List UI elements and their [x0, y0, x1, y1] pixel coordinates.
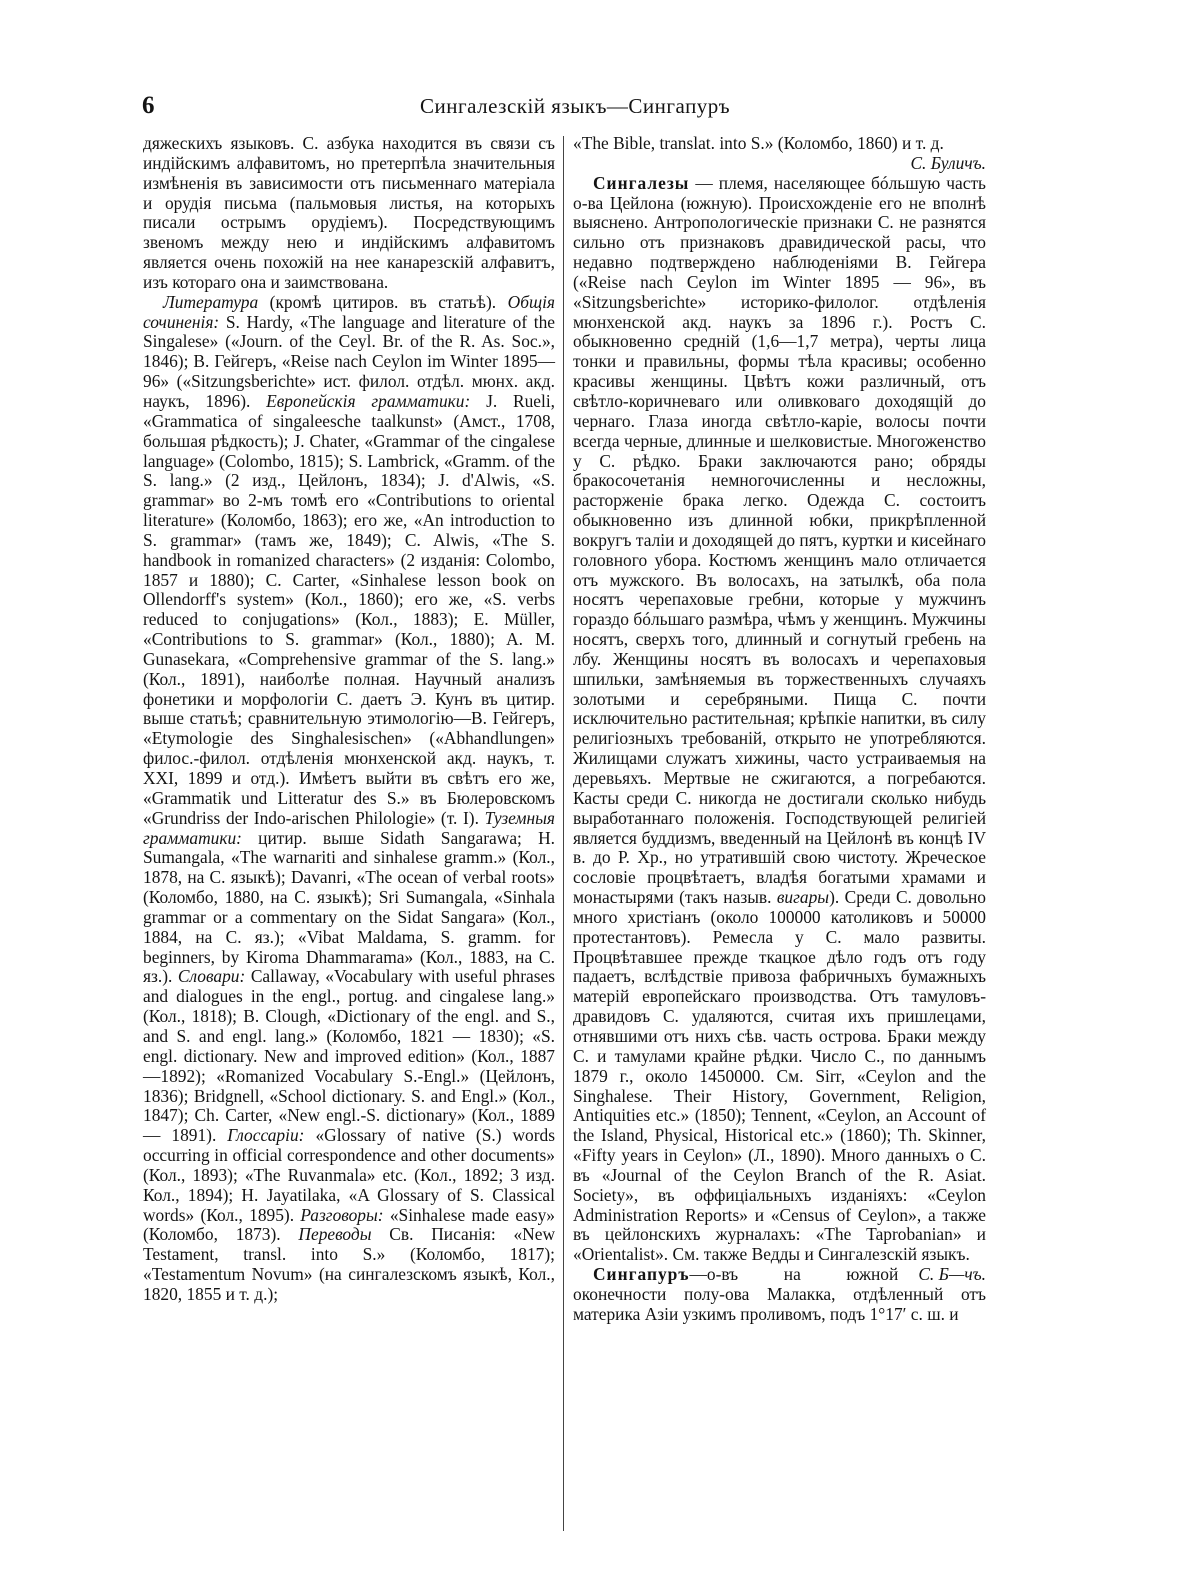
author-signature: С. Б—чъ.	[918, 1264, 986, 1285]
translations-label: Переводы	[298, 1224, 372, 1245]
running-head: Сингалезскій языкъ—Сингапуръ	[420, 94, 731, 118]
right-column	[573, 134, 986, 1325]
glossaries-label: Глоссаріи:	[227, 1125, 305, 1146]
dictionaries-label: Словари:	[177, 966, 246, 987]
literature-section	[143, 293, 555, 1305]
article-continuation	[573, 134, 986, 174]
general-works-label: Общія сочиненія:	[143, 291, 555, 332]
left-column	[143, 134, 555, 1305]
paragraph-text: дяжескихъ языковъ. С. азбука находится въ связи съ индійскимъ алфавитомъ, но претерпѣла значительныя измѣненія въ зависимости отъ письменнаго матеріала и орудія письма (пальмовыя листья, на которыхъ писали острымъ орудіемъ). Посредствующимъ звеномъ между нею и индійскимъ алфавитомъ является очень похожій на нее канарезскій алфавитъ, изъ котораго она и заимствована.	[143, 133, 555, 292]
literature-text: Св. Писанія: «New Testament, transl. into S.» (Коломбо, 1817); «Testamentum Novum» (на сингалезскомъ языкѣ, Кол., 1820, 1855 и т. д.);	[143, 1224, 556, 1304]
literature-text: «Sinhalese made easy» (Коломбо, 1873).	[143, 1204, 555, 1245]
author-signature: С. Буличъ.	[910, 152, 986, 173]
literature-label: Литература	[163, 291, 259, 312]
article-text: ). Среди С. довольно много христіанъ (около 100000 католиковъ и 50000 протестантовъ). Ремесла у С. мало развиты. Процвѣтавшее прежде ткацкое дѣло годъ отъ году падаетъ, вслѣдствіе привоза фабричныхъ бумажныхъ матерій европейскаго производства. Отъ тамуловъ-дравидовъ С. удаляются, считая ихъ пришлецами, отнявшими отъ нихъ сѣв. часть острова. Браки между С. и тамулами крайне рѣдки. Число С., по даннымъ 1879 г., около 1450000. См. Sirr, «Ceylon and the Singhalese. Their History, Government, Religion, Antiquities etc.» (1850); Tennent, «Ceylon, an Account of the Island, Physical, Historical etc.» (1860); Th. Skinner, «Fifty years in Ceylon» (Л., 1890). Много данныхъ о С. въ «Journal of the Ceylon Branch of the R. Asiat. Society», въ оффиціальныхъ изданіяхъ: «Ceylon Administration Reports» и «Census of Ceylon», а также въ цейлонскихъ журналахъ: «The Taprobanian» и «Orientalist». См. также Ведды и Сингалезскій языкъ.	[573, 887, 987, 1265]
european-grammars-label: Европейскія грамматики:	[266, 390, 471, 411]
article-text: — племя, населяющее бóльшую часть о-ва Цейлона (южную). Происхожденіе его не вполнѣ выяснено. Антропологическіе признаки С. не разнятся сильно отъ признаковъ дравидической расы, что недавно подтверждено наблюденіями В. Гейгера («Reise nach Ceylon im Winter 1895 — 96», въ «Sitzungsberichte» историко-филолог. отдѣленія мюнхенской акд. наукъ за 1896 г.). Ростъ С. обыкновенно средній (1,6—1,7 метра), черты лица тонки и правильны, формы тѣла красивы; особенно красивы женщины. Цвѣтъ кожи различный, отъ свѣтло-коричневаго или оливковаго доходящій до чернаго. Глаза иногда свѣтло-каріе, волосы почти всегда черные, длинные и шелковистые. Многоженство у С. рѣдко. Браки заключаются рано; обряды бракосочетанія немногочисленны и несложны, расторженіе брака легко. Одежда С. состоитъ обыкновенно изъ длинной юбки, прикрѣпленной вокругъ таліи и доходящей до пятъ, куртки и кисейнаго головного убора. Костюмъ женщинъ мало отличается отъ мужского. Въ волосахъ, на затылкѣ, оба пола носятъ черепаховые гребни, которые у мужчинъ гораздо бóльшаго размѣра, чѣмъ у женщинъ. Мужчины носятъ, сверхъ того, длинный и согнутый гребень на лбу. Женщины носятъ въ волосахъ и черепаховыя шпильки, замѣняемыя въ торжественныхъ случаяхъ золотыми и серебряными. Пища С. почти исключительно растительная; крѣпкіе напитки, въ силу религіозныхъ требованій, открыто не употребляются. Жилищами служатъ хижины, часто устраиваемыя на деревьяхъ. Мертвые не сжигаются, а погребаются. Касты среди С. никогда не достигали сколько нибудь выработаннаго положенія. Господствующей религіей является буддизмъ, введенный на Цейлонѣ въ концѣ IV в. до Р. Хр., но утратившій свою чистоту. Жреческое сословіе процвѣтаетъ, владѣя богатыми храмами и монастырями (такъ назыв.	[573, 172, 986, 908]
page-number: 6	[142, 92, 155, 119]
native-grammars-label: Туземныя грамматики:	[143, 807, 555, 848]
italic-term: вигары	[776, 887, 830, 908]
literature-text: цитир. выше Sidath Sangarawa; H. Sumangala, «The warnariti and sinhalese gramm.» (Кол., 1878, на С. языкѣ); Davanri, «The ocean of verbal roots» (Коломбо, 1880, на С. языкѣ); Sri Sumangala, «Sinhala grammar or a commentary on the Sidat Sangara» (Кол., 1884, на С. яз.); «Vibat Maldama, S. gramm. for beginners, by Kiroma Dhammarama» (Кол., 1883, на С. яз.).	[143, 827, 555, 987]
paragraph-text: «The Bible, translat. into S.» (Коломбо, 1860) и т. д.	[573, 134, 944, 153]
article-continuation	[143, 134, 555, 293]
literature-text: Callaway, «Vocabulary with useful phrases and dialogues in the engl., portug. and cingalese lang.» (Кол., 1818); B. Clough, «Dictionary of the engl. and S., and S. and engl. lang.» (Коломбо, 1821 — 1830); «S. engl. dictionary. New and improved edition» (Кол., 1887—1892); «Romanized Vocabulary S.-Engl.» (Цейлонъ, 1836); Bridgnell, «School dictionary. S. and Engl.» (Кол., 1847); Ch. Carter, «New engl.-S. dictionary» (Кол., 1889 — 1891).	[143, 966, 555, 1146]
phrasebooks-label: Разговоры:	[300, 1204, 384, 1225]
headword: Сингалезы	[593, 172, 690, 193]
article-text: —о-въ на южной оконечности полу-ова Малакка, отдѣленный отъ материка Азіи узкимъ проливомъ, подъ 1°17′ с. ш. и	[573, 1264, 986, 1324]
headword: Сингапуръ	[593, 1264, 690, 1285]
column-divider	[563, 136, 564, 1531]
literature-text: S. Hardy, «The language and literature of the Singalese» («Journ. of the Ceyl. Br. of the R. As. Soc.», 1846); В. Гейгеръ, «Reise nach Ceylon im Winter 1895—96» («Sitzungsberichte» ист. филол. отдѣл. мюнх. акд. наукъ, 1896).	[143, 311, 555, 411]
literature-text: (кромѣ цитиров. въ статьѣ).	[258, 291, 508, 312]
literature-text: J. Rueli, «Grammatica of singaleesche taalkunst» (Амст., 1708, большая рѣдкость); J. Chater, «Grammar of the cingalese language» (Colombo, 1815); S. Lambrick, «Gramm. of the S. lang.» (2 изд., Цейлонъ, 1834); J. d'Alwis, «S. grammar» во 2-мъ томѣ его «Contributions to oriental literature» (Коломбо, 1863); его же, «An introduction to S. grammar» (тамъ же, 1849); C. Alwis, «The S. handbook in romanized characters» (2 изданія: Colombo, 1857 и 1880); C. Carter, «Sinhalese lesson book on Ollendorff's system» (Кол., 1860); его же, «S. verbs reduced to conjugations» (Кол., 1883); E. Müller, «Contributions to S. grammar» (Кол., 1880); A. M. Gunasekara, «Comprehensive grammar of the S. lang.» (Кол., 1891), наиболѣе полная. Научный анализъ фонетики и морфологіи С. даетъ Э. Кунъ въ цитир. выше статьѣ; сравнительную этимологію—В. Гейгеръ, «Etymologie des Singhalesischen» («Abhandlungen» филос.-филол. отдѣленія мюнхенской акд. наукъ, т. XXI, 1899 и отд.). Имѣетъ выйти въ свѣтъ его же, «Grammatik und Litteratur des S.» въ Бюлеровскомъ «Grundriss der Indo-arischen Philologie» (т. I).	[143, 390, 556, 828]
literature-text: «Glossary of native (S.) words occurring in official correspondence and other documents» (Кол., 1893); «The Ruvanmala» etc. (Кол., 1892; 3 изд. Кол., 1894); H. Jayatilaka, «A Glossary of S. Classical words» (Кол., 1895).	[143, 1125, 555, 1225]
